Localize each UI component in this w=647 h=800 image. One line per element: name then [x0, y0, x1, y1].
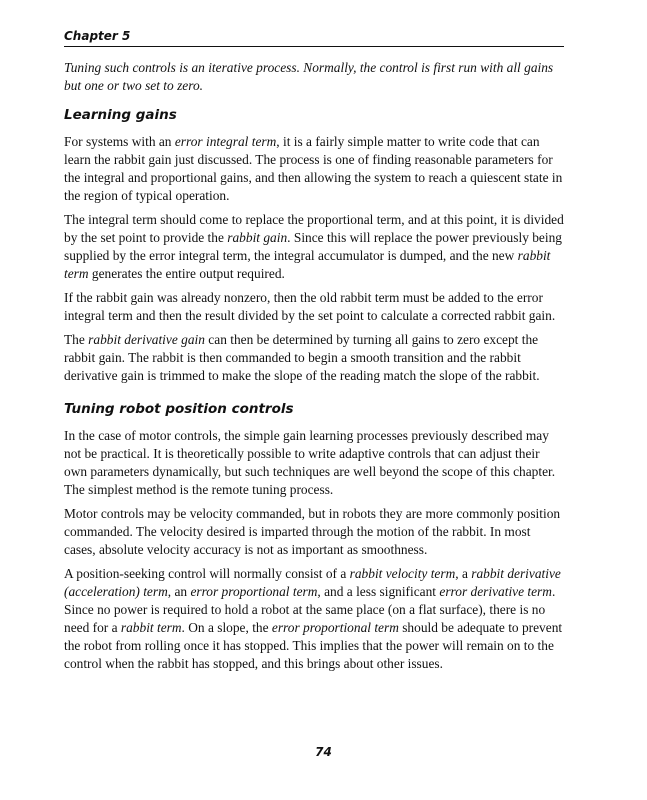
chapter-header: Chapter 5 [64, 29, 564, 47]
paragraph: Motor controls may be velocity commanded, but in robots they are more commonly position commanded. The velocity desired is imparted through the motion of the rabbit. In most cases, absolute velocity accuracy is not as important as smoothness. [64, 506, 561, 557]
page-number: 74 [315, 745, 332, 759]
paragraph: The integral term should come to replace the proportional term, and at this point, it is divided by the set point to provide the rabbit gain. Since this will replace the power previously being supplied by the error integral term, the integral accumulator is dumped, and the new rabbit term generates the entire output required. [64, 212, 564, 281]
paragraph: If the rabbit gain was already nonzero, then the old rabbit term must be added to the error integral term and then the result divided by the set point to calculate a corrected rabbit gain. [64, 290, 556, 323]
paragraph: For systems with an error integral term, it is a fairly simple matter to write code that can learn the rabbit gain just discussed. The process is one of finding reasonable parameters for the integral and proportional gains, and then allowing the system to reach a quiescent state in the region of typical operation. [64, 134, 563, 203]
page-body [64, 29, 564, 679]
paragraph: In the case of motor controls, the simple gain learning processes previously described may not be practical. It is theoretically possible to write adaptive controls that can adjust their own parameters dynamically, but such techniques are well beyond the scope of this chapter. The simplest method is the remote tuning process. [64, 428, 556, 497]
section-heading-learning-gains: Learning gains [64, 107, 177, 123]
paragraph: The rabbit derivative gain can then be determined by turning all gains to zero except the rabbit gain. The rabbit is then commanded to begin a smooth transition and the rabbit derivative gain is trimmed to make the slope of the reading match the slope of the rabbit. [64, 332, 540, 383]
paragraph: A position-seeking control will normally consist of a rabbit velocity term, a rabbit derivative (acceleration) term, an error proportional term, and a less significant error derivative term. Since no power is required to hold a robot at the same place (on a flat surface), there is no need for a rabbit term. On a slope, the error proportional term should be adequate to prevent the robot from rolling once it has stopped. This implies that the power will remain on to the control when the rabbit has stopped, and this brings about other issues. [64, 566, 563, 671]
intro-paragraph: Tuning such controls is an iterative process. Normally, the control is first run with all gains but one or two set to zero. [64, 60, 554, 93]
section-heading-tuning-robot-position-controls: Tuning robot position controls [64, 401, 294, 417]
